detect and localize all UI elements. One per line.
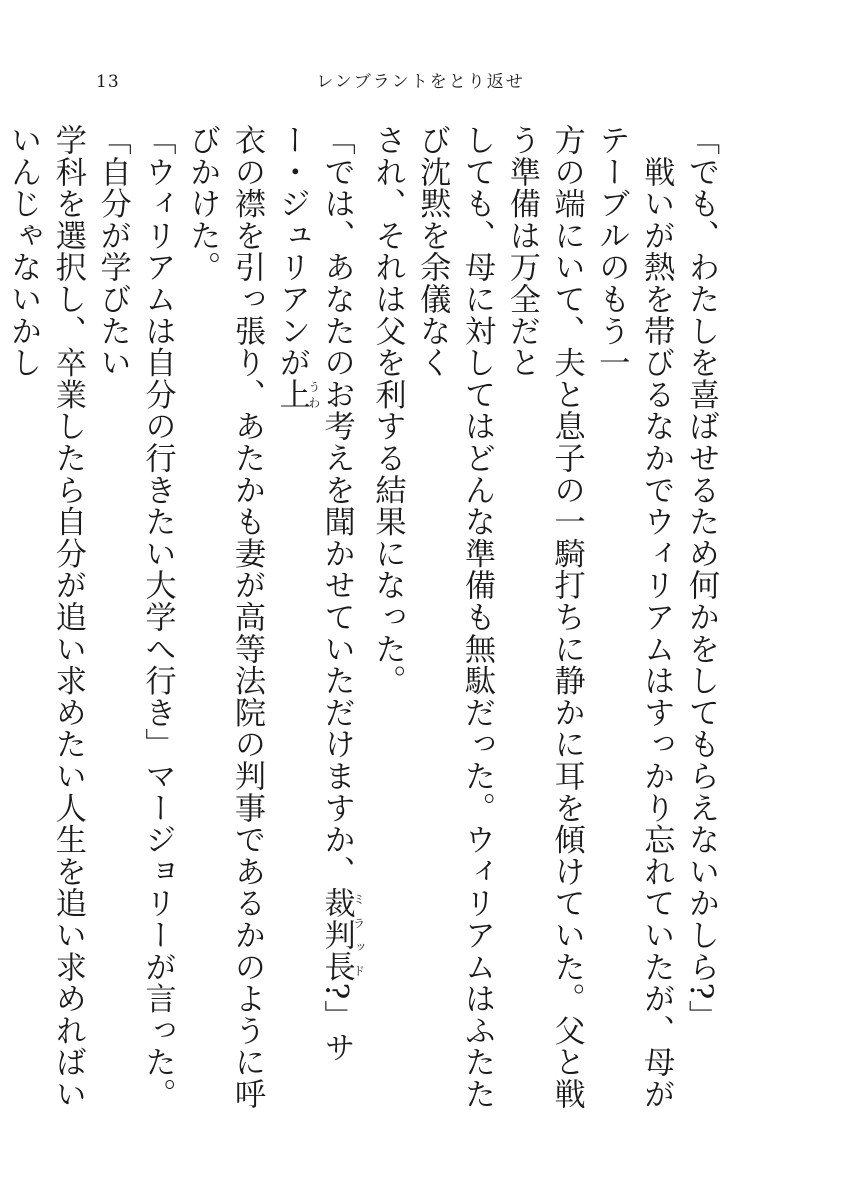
text-line: され、それは父を利する結果になった。 [369, 124, 406, 697]
body-text [5, 124, 723, 1124]
page-number: 13 [96, 72, 120, 92]
text-line: 「でも、わたしを喜ばせるため何かをしてもらえないかしら?」 [683, 124, 719, 1032]
text-line: しても、母に対してはどんな準備も無駄だった。ウィリアムはふたたび沈黙を余儀なく [414, 124, 496, 1110]
text-line: 「では、あなたのお考えを聞かせていただけますか、裁判長ミラッド?」サー・ジュリアンが上うわ [273, 124, 366, 1064]
running-title: レンブラントをとり返せ [316, 72, 525, 92]
text-line: 学科を選択し、卒業したら自分が追い求めたい人生を追い求めればいいんじゃないかし [5, 124, 86, 1110]
text-line: 方の端にいて、夫と息子の一騎打ちに静かに耳を傾けていた。父と戦う準備は万全だと [503, 124, 585, 1110]
ruby-milady: 裁判長ミラッド [318, 887, 366, 983]
text-line: 「ウィリアムは自分の行きたい大学へ行き」マージョリーが言った。「自分が学びたい [94, 124, 176, 1110]
text-line: 衣の襟を引っ張り、あたかも妻が高等法院の判事であるかのように呼びかけた。 [184, 124, 266, 1110]
text-line: 戦いが熱を帯びるなかでウィリアムはすっかり忘れていたが、母がテーブルのもう一 [593, 124, 675, 1110]
ruby-uwa: 上うわ [273, 378, 321, 411]
